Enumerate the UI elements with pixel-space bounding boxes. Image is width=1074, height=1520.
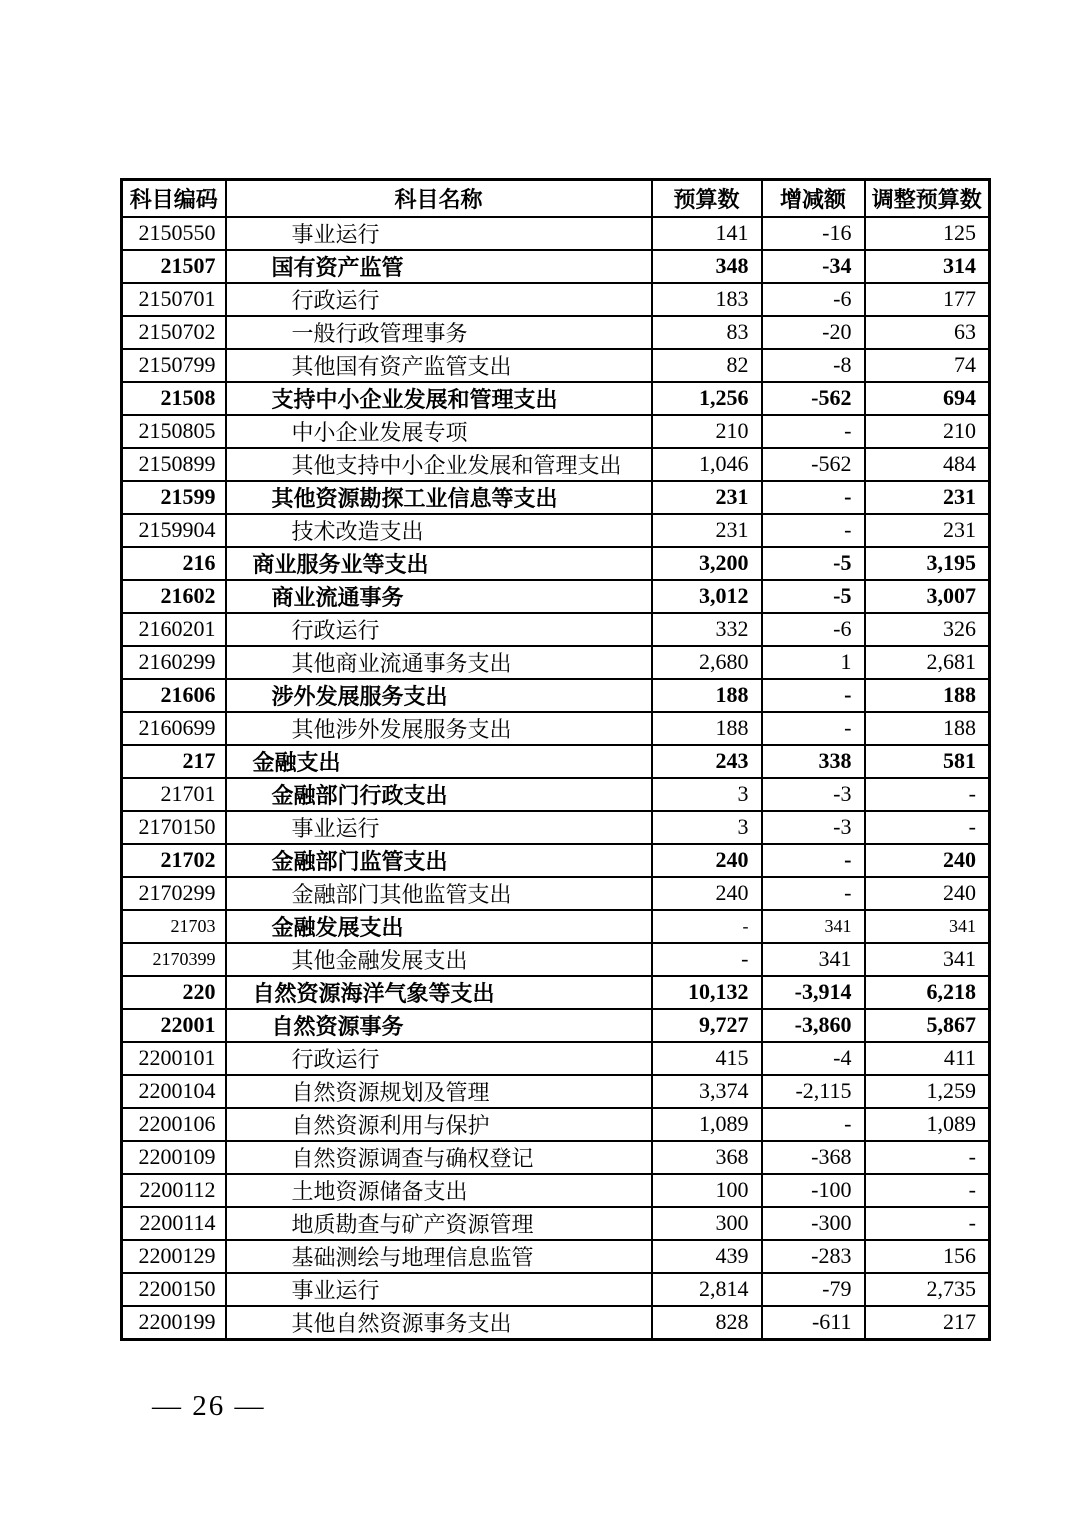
adjusted-budget-cell: 63 — [865, 316, 990, 349]
adjusted-budget-cell: - — [865, 1174, 990, 1207]
change-cell: -34 — [762, 250, 865, 283]
change-cell: -611 — [762, 1306, 865, 1340]
change-cell: -6 — [762, 613, 865, 646]
adjusted-budget-cell: 341 — [865, 943, 990, 976]
adjusted-budget-cell: 484 — [865, 448, 990, 481]
table-row — [122, 910, 990, 943]
subject-code-cell: 21507 — [122, 250, 226, 283]
subject-code-cell: 2200104 — [122, 1075, 226, 1108]
subject-code-cell: 2160299 — [122, 646, 226, 679]
subject-name-cell: 涉外发展服务支出 — [226, 679, 652, 712]
change-cell: -4 — [762, 1042, 865, 1075]
table-row — [122, 679, 990, 712]
table-row — [122, 877, 990, 910]
adjusted-budget-cell: 411 — [865, 1042, 990, 1075]
table-row — [122, 316, 990, 349]
change-cell: -16 — [762, 217, 865, 250]
change-cell: -2,115 — [762, 1075, 865, 1108]
subject-name-cell: 其他支持中小企业发展和管理支出 — [226, 448, 652, 481]
table-row — [122, 382, 990, 415]
budget-cell: 3,012 — [652, 580, 762, 613]
adjusted-budget-cell: 125 — [865, 217, 990, 250]
budget-cell: 10,132 — [652, 976, 762, 1009]
table-row — [122, 580, 990, 613]
change-cell: - — [762, 712, 865, 745]
change-cell: -300 — [762, 1207, 865, 1240]
table-row — [122, 943, 990, 976]
subject-code-cell: 21599 — [122, 481, 226, 514]
change-cell: - — [762, 844, 865, 877]
adjusted-budget-cell: 581 — [865, 745, 990, 778]
subject-code-cell: 2200112 — [122, 1174, 226, 1207]
budget-cell: 83 — [652, 316, 762, 349]
subject-name-cell: 自然资源利用与保护 — [226, 1108, 652, 1141]
change-cell: - — [762, 1108, 865, 1141]
adjusted-budget-cell: 326 — [865, 613, 990, 646]
budget-cell: 231 — [652, 481, 762, 514]
table-row — [122, 745, 990, 778]
change-cell: -562 — [762, 382, 865, 415]
header-budget: 预算数 — [652, 180, 762, 217]
table-row — [122, 1042, 990, 1075]
subject-code-cell: 2200106 — [122, 1108, 226, 1141]
subject-name-cell: 自然资源规划及管理 — [226, 1075, 652, 1108]
subject-code-cell: 2200129 — [122, 1240, 226, 1273]
budget-cell: 332 — [652, 613, 762, 646]
adjusted-budget-cell: 210 — [865, 415, 990, 448]
adjusted-budget-cell: 2,735 — [865, 1273, 990, 1306]
subject-name-cell: 地质勘查与矿产资源管理 — [226, 1207, 652, 1240]
change-cell: -3,914 — [762, 976, 865, 1009]
adjusted-budget-cell: - — [865, 778, 990, 811]
adjusted-budget-cell: 341 — [865, 910, 990, 943]
table-row — [122, 1075, 990, 1108]
subject-name-cell: 其他涉外发展服务支出 — [226, 712, 652, 745]
subject-code-cell: 2200199 — [122, 1306, 226, 1340]
change-cell: -3 — [762, 811, 865, 844]
table-row — [122, 1240, 990, 1273]
subject-name-cell: 中小企业发展专项 — [226, 415, 652, 448]
subject-name-cell: 金融支出 — [226, 745, 652, 778]
subject-name-cell: 行政运行 — [226, 1042, 652, 1075]
subject-name-cell: 其他金融发展支出 — [226, 943, 652, 976]
adjusted-budget-cell: 314 — [865, 250, 990, 283]
budget-cell: - — [652, 910, 762, 943]
adjusted-budget-cell: 156 — [865, 1240, 990, 1273]
subject-name-cell: 金融部门其他监管支出 — [226, 877, 652, 910]
adjusted-budget-cell: 231 — [865, 514, 990, 547]
adjusted-budget-cell: 177 — [865, 283, 990, 316]
subject-name-cell: 土地资源储备支出 — [226, 1174, 652, 1207]
header-row — [122, 180, 990, 217]
change-cell: -562 — [762, 448, 865, 481]
table-row — [122, 613, 990, 646]
subject-code-cell: 22001 — [122, 1009, 226, 1042]
subject-code-cell: 2200109 — [122, 1141, 226, 1174]
budget-cell: 9,727 — [652, 1009, 762, 1042]
change-cell: 341 — [762, 943, 865, 976]
change-cell: -79 — [762, 1273, 865, 1306]
change-cell: - — [762, 481, 865, 514]
subject-code-cell: 2159904 — [122, 514, 226, 547]
budget-cell: 415 — [652, 1042, 762, 1075]
budget-cell: 439 — [652, 1240, 762, 1273]
subject-code-cell: 2200114 — [122, 1207, 226, 1240]
subject-name-cell: 国有资产监管 — [226, 250, 652, 283]
adjusted-budget-cell: 231 — [865, 481, 990, 514]
page-number: — 26 — — [152, 1390, 266, 1422]
adjusted-budget-cell: 694 — [865, 382, 990, 415]
subject-code-cell: 2160201 — [122, 613, 226, 646]
change-cell: -8 — [762, 349, 865, 382]
table-row — [122, 646, 990, 679]
budget-cell: 240 — [652, 877, 762, 910]
table-row — [122, 217, 990, 250]
budget-cell: 82 — [652, 349, 762, 382]
table-row — [122, 415, 990, 448]
subject-name-cell: 其他商业流通事务支出 — [226, 646, 652, 679]
header-subject-code: 科目编码 — [122, 180, 226, 217]
change-cell: 338 — [762, 745, 865, 778]
subject-name-cell: 金融发展支出 — [226, 910, 652, 943]
subject-code-cell: 21703 — [122, 910, 226, 943]
subject-code-cell: 2170299 — [122, 877, 226, 910]
subject-code-cell: 21701 — [122, 778, 226, 811]
subject-code-cell: 21606 — [122, 679, 226, 712]
table-row — [122, 1108, 990, 1141]
table-row — [122, 1141, 990, 1174]
subject-name-cell: 基础测绘与地理信息监管 — [226, 1240, 652, 1273]
subject-name-cell: 支持中小企业发展和管理支出 — [226, 382, 652, 415]
budget-cell: 2,814 — [652, 1273, 762, 1306]
table-row — [122, 547, 990, 580]
table-row — [122, 481, 990, 514]
subject-code-cell: 2170399 — [122, 943, 226, 976]
subject-name-cell: 金融部门行政支出 — [226, 778, 652, 811]
subject-name-cell: 其他国有资产监管支出 — [226, 349, 652, 382]
budget-cell: 2,680 — [652, 646, 762, 679]
adjusted-budget-cell: 5,867 — [865, 1009, 990, 1042]
adjusted-budget-cell: 240 — [865, 844, 990, 877]
table-header — [122, 180, 990, 217]
subject-code-cell: 2150550 — [122, 217, 226, 250]
adjusted-budget-cell: 3,007 — [865, 580, 990, 613]
table-row — [122, 514, 990, 547]
change-cell: 341 — [762, 910, 865, 943]
change-cell: 1 — [762, 646, 865, 679]
budget-table — [120, 178, 991, 1341]
table-row — [122, 1174, 990, 1207]
adjusted-budget-cell: 240 — [865, 877, 990, 910]
table-row — [122, 1009, 990, 1042]
subject-code-cell: 217 — [122, 745, 226, 778]
adjusted-budget-cell: 217 — [865, 1306, 990, 1340]
budget-cell: 188 — [652, 712, 762, 745]
budget-cell: 828 — [652, 1306, 762, 1340]
change-cell: -3 — [762, 778, 865, 811]
change-cell: -6 — [762, 283, 865, 316]
budget-cell: 141 — [652, 217, 762, 250]
subject-code-cell: 2160699 — [122, 712, 226, 745]
subject-name-cell: 一般行政管理事务 — [226, 316, 652, 349]
adjusted-budget-cell: 6,218 — [865, 976, 990, 1009]
table-row — [122, 349, 990, 382]
subject-code-cell: 21602 — [122, 580, 226, 613]
adjusted-budget-cell: - — [865, 1141, 990, 1174]
budget-cell: 3 — [652, 778, 762, 811]
change-cell: -283 — [762, 1240, 865, 1273]
change-cell: -5 — [762, 580, 865, 613]
budget-cell: 368 — [652, 1141, 762, 1174]
subject-code-cell: 2200101 — [122, 1042, 226, 1075]
table-row — [122, 283, 990, 316]
table-row — [122, 712, 990, 745]
change-cell: -20 — [762, 316, 865, 349]
subject-code-cell: 216 — [122, 547, 226, 580]
header-change: 增减额 — [762, 180, 865, 217]
subject-code-cell: 2150805 — [122, 415, 226, 448]
subject-name-cell: 金融部门监管支出 — [226, 844, 652, 877]
budget-cell: 1,256 — [652, 382, 762, 415]
subject-name-cell: 商业流通事务 — [226, 580, 652, 613]
change-cell: -5 — [762, 547, 865, 580]
budget-cell: - — [652, 943, 762, 976]
subject-code-cell: 2170150 — [122, 811, 226, 844]
table-row — [122, 448, 990, 481]
table-row — [122, 778, 990, 811]
adjusted-budget-cell: 1,089 — [865, 1108, 990, 1141]
table-row — [122, 844, 990, 877]
adjusted-budget-cell: 1,259 — [865, 1075, 990, 1108]
subject-name-cell: 事业运行 — [226, 217, 652, 250]
change-cell: - — [762, 415, 865, 448]
header-subject-name: 科目名称 — [226, 180, 652, 217]
budget-cell: 348 — [652, 250, 762, 283]
subject-name-cell: 其他自然资源事务支出 — [226, 1306, 652, 1340]
subject-code-cell: 21702 — [122, 844, 226, 877]
table-row — [122, 250, 990, 283]
budget-cell: 210 — [652, 415, 762, 448]
budget-cell: 1,089 — [652, 1108, 762, 1141]
subject-name-cell: 自然资源事务 — [226, 1009, 652, 1042]
change-cell: - — [762, 514, 865, 547]
budget-cell: 300 — [652, 1207, 762, 1240]
table-row — [122, 1207, 990, 1240]
adjusted-budget-cell: 188 — [865, 679, 990, 712]
subject-code-cell: 2150701 — [122, 283, 226, 316]
adjusted-budget-cell: - — [865, 1207, 990, 1240]
change-cell: -100 — [762, 1174, 865, 1207]
table-row — [122, 976, 990, 1009]
subject-name-cell: 行政运行 — [226, 613, 652, 646]
subject-name-cell: 行政运行 — [226, 283, 652, 316]
table-row — [122, 1306, 990, 1340]
subject-code-cell: 2200150 — [122, 1273, 226, 1306]
change-cell: - — [762, 679, 865, 712]
subject-code-cell: 2150899 — [122, 448, 226, 481]
budget-cell: 3,374 — [652, 1075, 762, 1108]
table-row — [122, 811, 990, 844]
subject-name-cell: 技术改造支出 — [226, 514, 652, 547]
header-adjusted-budget: 调整预算数 — [865, 180, 990, 217]
subject-name-cell: 商业服务业等支出 — [226, 547, 652, 580]
change-cell: -3,860 — [762, 1009, 865, 1042]
budget-cell: 1,046 — [652, 448, 762, 481]
subject-code-cell: 21508 — [122, 382, 226, 415]
change-cell: - — [762, 877, 865, 910]
budget-cell: 231 — [652, 514, 762, 547]
subject-code-cell: 2150799 — [122, 349, 226, 382]
change-cell: -368 — [762, 1141, 865, 1174]
budget-cell: 243 — [652, 745, 762, 778]
adjusted-budget-cell: - — [865, 811, 990, 844]
budget-cell: 188 — [652, 679, 762, 712]
subject-code-cell: 2150702 — [122, 316, 226, 349]
subject-name-cell: 自然资源调查与确权登记 — [226, 1141, 652, 1174]
budget-cell: 3 — [652, 811, 762, 844]
budget-cell: 240 — [652, 844, 762, 877]
subject-name-cell: 事业运行 — [226, 1273, 652, 1306]
adjusted-budget-cell: 74 — [865, 349, 990, 382]
budget-cell: 3,200 — [652, 547, 762, 580]
subject-name-cell: 事业运行 — [226, 811, 652, 844]
table-body — [122, 217, 990, 1340]
subject-name-cell: 其他资源勘探工业信息等支出 — [226, 481, 652, 514]
table-row — [122, 1273, 990, 1306]
subject-code-cell: 220 — [122, 976, 226, 1009]
adjusted-budget-cell: 2,681 — [865, 646, 990, 679]
adjusted-budget-cell: 3,195 — [865, 547, 990, 580]
budget-cell: 183 — [652, 283, 762, 316]
subject-name-cell: 自然资源海洋气象等支出 — [226, 976, 652, 1009]
adjusted-budget-cell: 188 — [865, 712, 990, 745]
budget-cell: 100 — [652, 1174, 762, 1207]
